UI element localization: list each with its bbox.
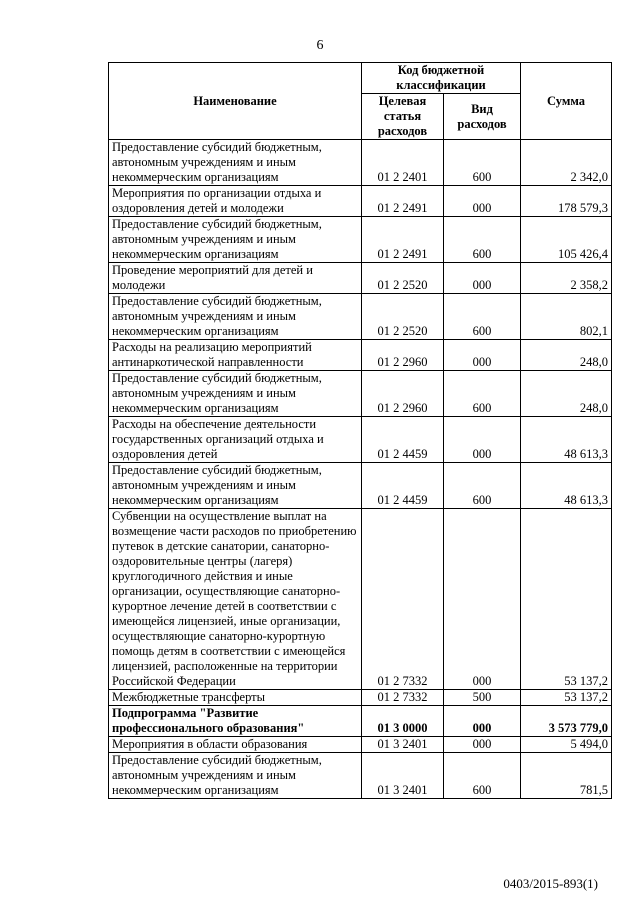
header-target-article: Целевая статья расходов (362, 94, 444, 140)
row-expense-type: 000 (444, 340, 521, 371)
table-row (109, 340, 612, 371)
row-expense-type: 000 (444, 263, 521, 294)
row-amount: 2 358,2 (521, 263, 612, 294)
row-expense-type: 000 (444, 509, 521, 690)
table-row (109, 463, 612, 509)
row-amount: 781,5 (521, 753, 612, 799)
row-name: Предоставление субсидий бюджетным, автономным учреждениям и иным некоммерческим организациям (109, 753, 362, 799)
table-row (109, 140, 612, 186)
row-expense-type: 000 (444, 186, 521, 217)
row-amount: 802,1 (521, 294, 612, 340)
header-name: Наименование (109, 63, 362, 140)
row-name: Предоставление субсидий бюджетным, автономным учреждениям и иным некоммерческим организациям (109, 371, 362, 417)
row-name: Проведение мероприятий для детей и молодежи (109, 263, 362, 294)
row-amount: 248,0 (521, 371, 612, 417)
row-amount: 178 579,3 (521, 186, 612, 217)
row-amount: 53 137,2 (521, 509, 612, 690)
row-name: Предоставление субсидий бюджетным, автономным учреждениям и иным некоммерческим организациям (109, 294, 362, 340)
row-expense-type: 600 (444, 294, 521, 340)
table-row (109, 263, 612, 294)
row-target-article: 01 2 2960 (362, 340, 444, 371)
table-row (109, 371, 612, 417)
header-amount: Сумма (521, 63, 612, 140)
table-row (109, 753, 612, 799)
row-expense-type: 600 (444, 463, 521, 509)
row-target-article: 01 2 2520 (362, 263, 444, 294)
table-body (109, 140, 612, 799)
row-target-article: 01 2 2960 (362, 371, 444, 417)
row-name: Расходы на обеспечение деятельности государственных организаций отдыха и оздоровления детей (109, 417, 362, 463)
page-number: 6 (316, 38, 324, 53)
row-expense-type: 600 (444, 753, 521, 799)
table-row (109, 217, 612, 263)
table-row (109, 417, 612, 463)
row-name: Предоставление субсидий бюджетным, автономным учреждениям и иным некоммерческим организациям (109, 463, 362, 509)
row-amount: 2 342,0 (521, 140, 612, 186)
row-target-article: 01 3 2401 (362, 753, 444, 799)
row-target-article: 01 3 0000 (362, 706, 444, 737)
row-target-article: 01 2 2401 (362, 140, 444, 186)
row-amount: 48 613,3 (521, 463, 612, 509)
row-target-article: 01 3 2401 (362, 737, 444, 753)
row-amount: 3 573 779,0 (521, 706, 612, 737)
header-expense-type: Вид расходов (444, 94, 521, 140)
row-expense-type: 600 (444, 371, 521, 417)
row-expense-type: 600 (444, 140, 521, 186)
row-expense-type: 500 (444, 690, 521, 706)
row-target-article: 01 2 4459 (362, 463, 444, 509)
row-expense-type: 600 (444, 217, 521, 263)
row-target-article: 01 2 4459 (362, 417, 444, 463)
row-expense-type: 000 (444, 706, 521, 737)
row-amount: 105 426,4 (521, 217, 612, 263)
row-name: Расходы на реализацию мероприятий антинаркотической направленности (109, 340, 362, 371)
row-amount: 5 494,0 (521, 737, 612, 753)
row-amount: 53 137,2 (521, 690, 612, 706)
row-target-article: 01 2 7332 (362, 509, 444, 690)
budget-table (108, 62, 612, 799)
row-expense-type: 000 (444, 417, 521, 463)
row-target-article: 01 2 2491 (362, 186, 444, 217)
table-row (109, 294, 612, 340)
header-classification: Код бюджетной классификации (362, 63, 521, 94)
table-row (109, 509, 612, 690)
row-name: Мероприятия в области образования (109, 737, 362, 753)
row-name: Предоставление субсидий бюджетным, автономным учреждениям и иным некоммерческим организациям (109, 217, 362, 263)
table-row (109, 737, 612, 753)
table-header (109, 63, 612, 140)
document-number: 0403/2015-893(1) (503, 876, 598, 891)
row-name: Мероприятия по организации отдыха и оздоровления детей и молодежи (109, 186, 362, 217)
table-row (109, 690, 612, 706)
table-row (109, 186, 612, 217)
row-target-article: 01 2 2491 (362, 217, 444, 263)
row-name: Субвенции на осуществление выплат на возмещение части расходов по приобретению путевок в детские санатории, санаторно-оздоровительные центры (лагеря) круглогодичного действия и иные организации, осуществляющие санаторно-курортное лечение детей в соответствии с имеющейся лицензией, иные организации, осуществляющие санаторно-курортную помощь детям в соответствии с имеющейся лицензией, расположенные на территории Российской Федерации (109, 509, 362, 690)
table-row (109, 706, 612, 737)
row-name: Подпрограмма "Развитие профессионального образования" (109, 706, 362, 737)
row-target-article: 01 2 2520 (362, 294, 444, 340)
row-amount: 48 613,3 (521, 417, 612, 463)
row-name: Межбюджетные трансферты (109, 690, 362, 706)
row-expense-type: 000 (444, 737, 521, 753)
row-name: Предоставление субсидий бюджетным, автономным учреждениям и иным некоммерческим организациям (109, 140, 362, 186)
row-target-article: 01 2 7332 (362, 690, 444, 706)
row-amount: 248,0 (521, 340, 612, 371)
